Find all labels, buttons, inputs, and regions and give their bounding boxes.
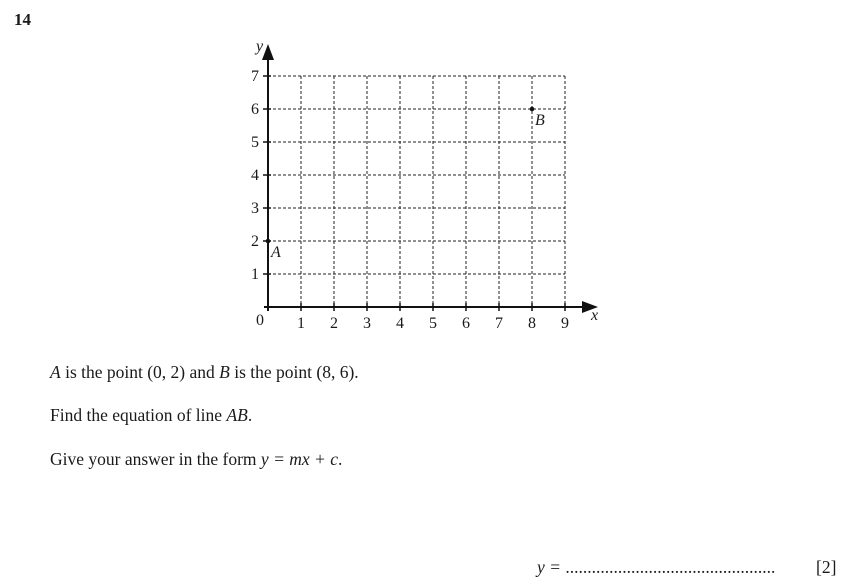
y-tick-label: 5 [251, 134, 259, 151]
y-axis-label: y [256, 38, 264, 55]
x-tick-label: 7 [495, 315, 503, 332]
x-tick-label: 2 [330, 315, 338, 332]
answer-dots[interactable]: ................................................ [565, 557, 776, 577]
x-tick-label: 8 [528, 315, 536, 332]
x-axis-label: x [591, 307, 599, 324]
marks-label: [2] [816, 557, 837, 577]
y-axis-arrow [262, 44, 274, 60]
point-a [266, 239, 271, 244]
plotted-points [266, 107, 545, 261]
origin-label: 0 [256, 312, 264, 329]
x-tick-label: 1 [297, 315, 305, 332]
y-tick-label: 4 [251, 167, 259, 184]
y-tick-label: 2 [251, 233, 259, 250]
y-tick-label: 7 [251, 68, 259, 85]
axis-ticks [251, 68, 569, 332]
grid-lines [268, 76, 565, 307]
y-tick-label: 6 [251, 101, 259, 118]
question-instruction: Find the equation of line AB. [50, 405, 253, 425]
question-number: 14 [14, 10, 31, 29]
x-tick-label: 9 [561, 315, 569, 332]
point-label-a: A [271, 244, 281, 261]
axes [254, 38, 598, 329]
point-label-b: B [535, 112, 545, 129]
x-tick-label: 6 [462, 315, 470, 332]
question-statement: A is the point (0, 2) and B is the point (8, 6). [50, 362, 359, 382]
y-tick-label: 1 [251, 266, 259, 283]
answer-form-instruction: Give your answer in the form y = mx + c. [50, 449, 343, 469]
y-tick-label: 3 [251, 200, 259, 217]
x-tick-label: 3 [363, 315, 371, 332]
answer-prefix: y = [537, 557, 566, 577]
x-tick-label: 4 [396, 315, 404, 332]
answer-line[interactable] [537, 557, 775, 578]
x-tick-label: 5 [429, 315, 437, 332]
point-b [530, 107, 535, 112]
